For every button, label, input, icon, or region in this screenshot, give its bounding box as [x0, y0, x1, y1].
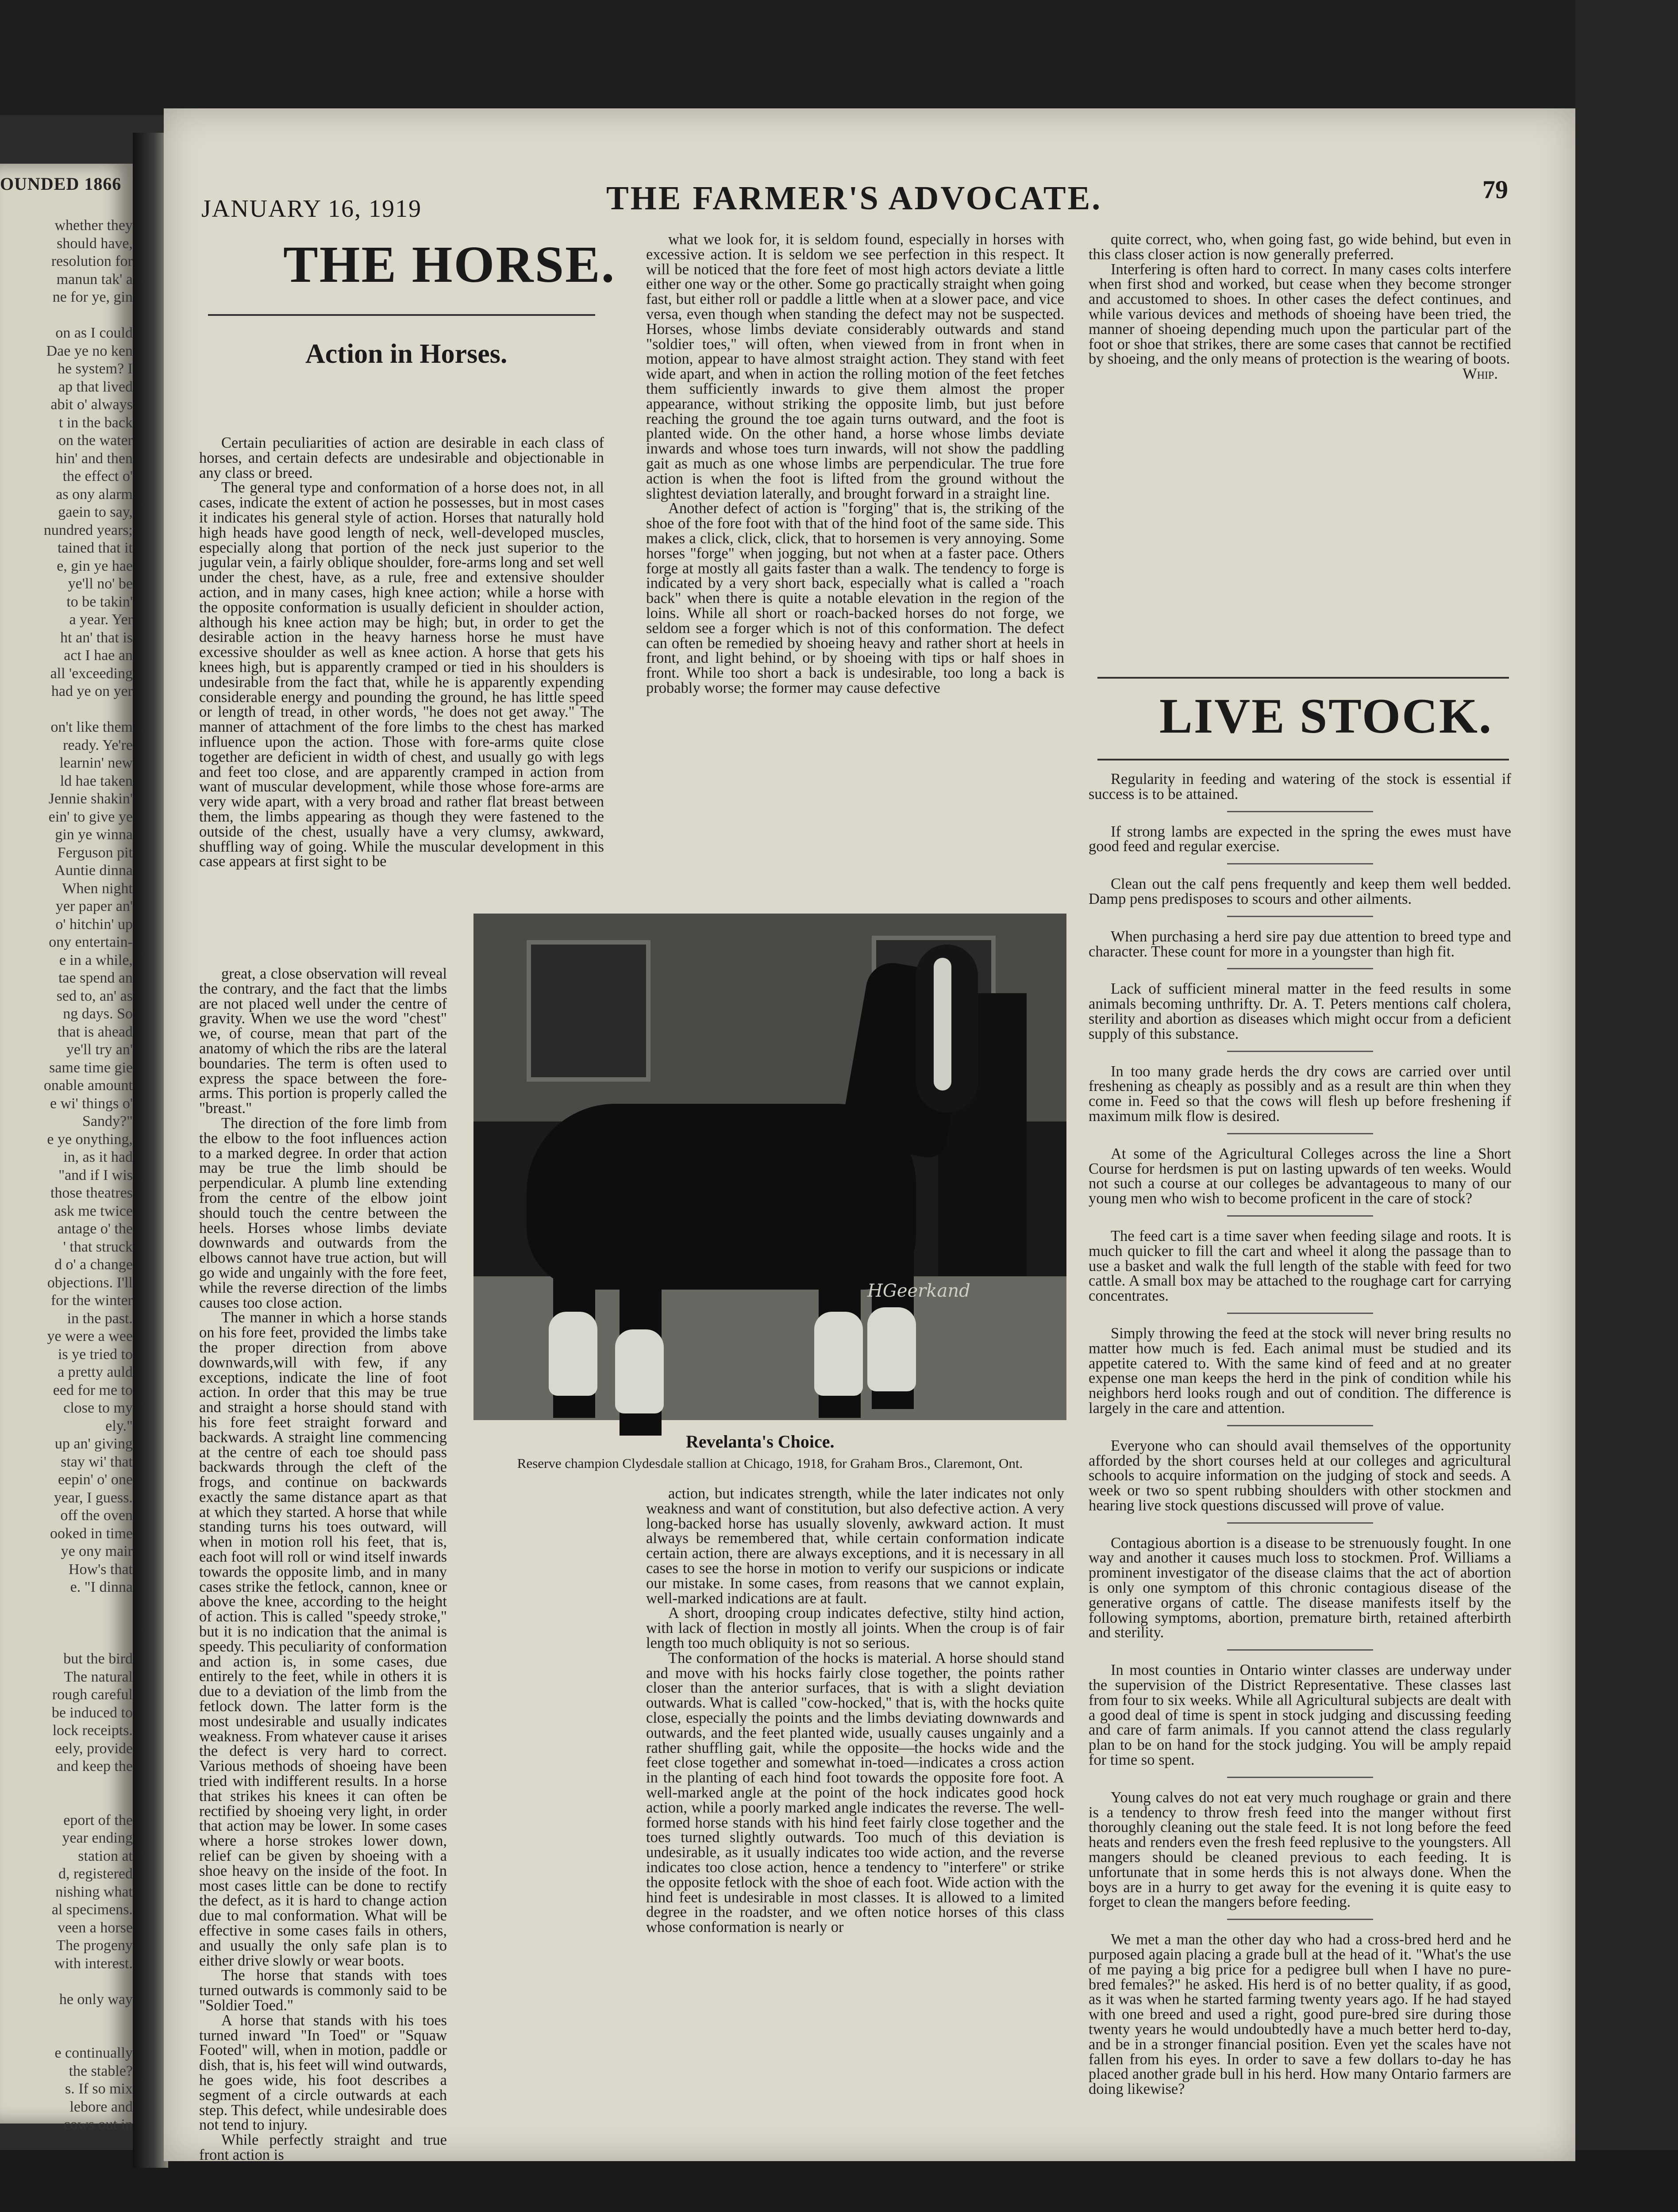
previous-page-line: in, as it had	[63, 1149, 133, 1165]
previous-page-line: off the oven	[60, 1507, 133, 1524]
previous-page-line: with interest.	[54, 1955, 133, 1972]
book-gutter	[133, 133, 168, 2168]
newspaper-page	[164, 108, 1575, 2161]
previous-page-line: ely."	[105, 1417, 133, 1434]
paragraph: While perfectly straight and true front action is	[199, 2131, 447, 2163]
previous-page-line: and keep the	[57, 1758, 133, 1774]
item-separator	[1227, 1649, 1373, 1651]
previous-page-line: ein' to give ye	[48, 808, 133, 825]
previous-page-line: on the water	[58, 432, 133, 449]
paragraph: Clean out the calf pens frequently and keep them well bedded. Damp pens predisposes to scours and other ailments.	[1089, 876, 1511, 907]
article-column-2-lower	[646, 1486, 1064, 1935]
previous-page-line: stay wi' that	[61, 1453, 133, 1470]
previous-page-line: ne for ye, gin	[52, 289, 133, 305]
previous-page-line: al specimens.	[51, 1901, 133, 1918]
previous-page-line: as ony alarm	[56, 486, 133, 503]
previous-page-line: ask me twice	[54, 1202, 133, 1219]
previous-page-line: yer paper an'	[55, 898, 133, 914]
previous-page-line: objections. I'll	[47, 1274, 133, 1291]
previous-page-line: gin ye winna	[55, 826, 133, 843]
paragraph: The manner in which a horse stands on his fore feet, provided the limbs take the proper direction from above downwards,will with few, if any exceptions, indicate the line of foot action. In order that this may be true and straight a horse should stand with his fore feet straight forward and backwards. A straight line commencing at the centre of each toe should pass backwards through the cleft of the frogs, and continue on backwards exactly the same distance apart as that at which they started. A horse that while standing turns his toes outward, will when in motion roll his feet, that is, each foot will roll or wind itself inwards towards the opposite limb, and in many cases strike the fetlock, cannon, knee or above the knee, according to the height of action. This is called "speedy stroke," but it is no indication that the animal is speedy. This peculiarity of conformation and action is, in some cases, due entirely to the feet, while in others it is due to a deviation of the limb from the fetlock down. The latter form is the most undesirable and usually indicates weakness. From whatever cause it arises the defect is very hard to correct. Various methods of shoeing have been tried with indifferent results. In a horse that strikes his knees it can often be rectified by shoeing very light, in order that action may be lower. In some cases where a horse strokes lower down, relief can be given by shoeing with a shoe heavy on the inside of the foot. In most cases little can be done to rectify the defect, as it is hard to change action due to mal conformation. What will be effective in some cases fails in others, and usually the only safe plan is to either drive slowly or wear boots.	[199, 1309, 447, 1969]
previous-page-line: lebore and	[69, 2098, 133, 2115]
page-number: 79	[1482, 175, 1508, 204]
previous-page-line: The natural	[64, 1668, 133, 1685]
paragraph: If strong lambs are expected in the spring the ewes must have good feed and regular exercise.	[1089, 823, 1511, 855]
previous-page-line: had ye on yer	[51, 683, 133, 699]
previous-page-line: Dae ye no ken	[46, 342, 133, 359]
section-title-livestock: LIVE STOCK.	[1159, 689, 1493, 744]
previous-page-line: all 'exceeding	[50, 665, 133, 682]
previous-page-line	[0, 1973, 133, 1991]
previous-page-line: up an' giving	[54, 1436, 133, 1452]
paragraph: Simply throwing the feed at the stock will never bring results no matter how much is fed. Each animal must be studied and its appetite catered to. With the same kind of feed and at no greater expense one man keeps the herd in the pink of condition while his neighbors herd looks rough and out of condition. The difference is largely in the care and attention.	[1089, 1325, 1511, 1417]
paragraph: A horse that stands with his toes turned inward "In Toed" or "Squaw Footed" will, when in motion, paddle or dish, that is, his feet will wind outwards, he goes wide, his foot describes a segment of a circle outwards at each step. This defect, while undesirable does not tend to injury.	[199, 2012, 447, 2134]
paragraph: The feed cart is a time saver when feeding silage and roots. It is much quicker to fill the cart and wheel it along the passage than to use a basket and walk the full length of the stable with feed for two cattle. A small box may be attached to the roughage cart for carrying concentrates.	[1089, 1227, 1511, 1305]
previous-page-line: ye were a wee	[47, 1328, 133, 1344]
previous-page-line: s. If so mix	[65, 2081, 133, 2097]
article-title: Action in Horses.	[305, 339, 508, 369]
paragraph: At some of the Agricultural Colleges across the line a Short Course for herdsmen is put on lasting upwards of ten weeks. Would not such a course at our colleges be advantageous to many of our young men who wish to become proficent in the care of stock?	[1089, 1145, 1511, 1207]
paragraph: When purchasing a herd sire pay due attention to breed type and character. These count for more in a youngster than high fit.	[1089, 928, 1511, 960]
paragraph: Certain peculiarities of action are desirable in each class of horses, and certain defects are undesirable and objectionable in any class or breed.	[199, 434, 604, 481]
paragraph: In most counties in Ontario winter classes are underway under the supervision of the District Representative. These classes last from four to six weeks. While all Agricultural subjects are dealt with a good deal of time is spent in stock judging and discussing feeding and care of farm animals. If you cannot attend the class regularly plan to be on hand for the stock judging. You will be amply repaid for time so spent.	[1089, 1662, 1511, 1769]
previous-page-line: ye'll no' be	[68, 576, 133, 592]
paragraph: Young calves do not eat very much roughage or grain and there is a tendency to throw fresh feed into the manger without first thoroughly cleaning out the stale feed. It is not long before the feed heats and renders even the fresh feed replusive to the youngsters. All mangers should be cleaned previous to each feeding. It is unfortunate that in some herds this is not always done. When the boys are in a hurry to get away for the evening it is quite easy to forget to clean the mangers before feeding.	[1089, 1789, 1511, 1911]
previous-page-line: antage o' the	[57, 1221, 133, 1237]
item-separator	[1227, 1051, 1373, 1052]
previous-page-line: same time gie	[49, 1059, 133, 1076]
previous-page-line	[0, 701, 133, 719]
previous-page-line: cows out in	[63, 2116, 133, 2133]
previous-page-line: abit o' always	[50, 396, 133, 413]
previous-page-line: ht an' that is	[60, 629, 133, 646]
paragraph: action, but indicates strength, while the later indicates not only weakness and want of constitution, but also defective action. A very long-backed horse has usually slovenly, awkward action. It must always be remembered that, while certain conformation indicate certain action, there are always exceptions, and it is necessary in all cases to see the horse in motion to verify our suspicions or indicate our mistake. In some cases, from reasons that we cannot explain, well-marked indications are at fault.	[646, 1485, 1064, 1607]
previous-page-line: e wi' things o'	[50, 1095, 133, 1112]
paragraph: Contagious abortion is a disease to be strenuously fought. In one way and another it causes much loss to stockmen. Prof. Williams a prominent investigator of the disease claims that the act of abortion is only one symptom of this chronic contagious disease of the generative organs of cattle. The disease manifests itself by the following symptoms, abortion, premature birth, retained afterbirth and sterility.	[1089, 1534, 1511, 1641]
previous-page-line: sed to, an' as	[56, 987, 133, 1004]
photo-caption-title: Revelanta's Choice.	[686, 1432, 835, 1452]
previous-page-line: learnin' new	[59, 755, 133, 771]
previous-page-line: ye'll try an'	[66, 1041, 133, 1058]
previous-page-line: the stable?	[69, 2062, 133, 2079]
article-column-3	[1089, 232, 1511, 382]
previous-page-line	[0, 1597, 133, 1615]
previous-page-line: ooked in time	[50, 1525, 133, 1542]
previous-page-header: OUNDED 1866	[0, 174, 122, 194]
previous-page-text	[0, 217, 133, 2134]
previous-page-line	[0, 307, 133, 325]
previous-page-line: year, I guess.	[54, 1489, 133, 1506]
previous-page-line: gaein to say,	[58, 504, 133, 520]
paragraph: great, a close observation will reveal the contrary, and the fact that the limbs are not placed well under the centre of gravity. When we use the word "chest" we, of course, mean that part of the anatomy of which the ribs are the lateral boundaries. The term is often used to express the space between the fore-arms. This portion is properly called the "breast."	[199, 965, 447, 1117]
previous-page-line	[0, 1614, 133, 1632]
horse-photograph	[473, 914, 1066, 1420]
previous-page-line: nundred years;	[43, 522, 133, 538]
paragraph: Everyone who can should avail themselves of the opportunity afforded by the short courses held at our colleges and agricultural schools to acquire information on the judging of stock and seeds. A week or two so spent rubbing shoulders with other stockmen and hearing live stock questions discussed will prove of value.	[1089, 1437, 1511, 1514]
previous-page-line: onable amount	[43, 1077, 133, 1094]
paragraph: quite correct, who, when going fast, go wide behind, but even in this class closer action is now generally preferred.	[1089, 231, 1511, 263]
previous-page-line: ye ony mair	[61, 1543, 133, 1559]
section-rule	[1097, 677, 1509, 679]
previous-page-line: eport of the	[63, 1812, 133, 1828]
previous-page-line	[0, 1632, 133, 1651]
paragraph: The horse that stands with toes turned outwards is commonly said to be "Soldier Toed."	[199, 1967, 447, 2014]
previous-page-line: that is ahead	[58, 1023, 133, 1040]
previous-page-line: is ye tried to	[58, 1346, 133, 1363]
previous-page-line: e in a while,	[59, 952, 133, 968]
previous-page-line: rough careful	[52, 1686, 133, 1703]
previous-page-line: nishing what	[55, 1883, 133, 1900]
item-separator	[1227, 1215, 1373, 1217]
item-separator	[1227, 811, 1373, 812]
previous-page-edge	[0, 164, 133, 2133]
article-signature: Whip.	[1462, 365, 1498, 383]
photo-artist-signature: HGeerkand	[867, 1281, 970, 1301]
scanner-background-right	[1575, 0, 1678, 2212]
previous-page-line: act I hae an	[64, 647, 133, 664]
previous-page-line: The progeny	[56, 1937, 133, 1954]
article-column-1-lower	[199, 967, 447, 2163]
previous-page-line: manun tak' a	[56, 271, 133, 288]
previous-page-line: e continually	[54, 2045, 133, 2061]
paragraph: Lack of sufficient mineral matter in the feed results in some animals becoming unthrifty. Dr. A. T. Peters mentions calf cholera, sterility and abortion as diseases which might occur from a deficient supply of this substance.	[1089, 980, 1511, 1042]
previous-page-line: e, gin ye hae	[57, 557, 133, 574]
previous-page-line: a pretty auld	[58, 1364, 133, 1380]
previous-page-line	[0, 1793, 133, 1812]
item-separator	[1227, 1425, 1373, 1426]
previous-page-line: resolution for	[51, 253, 133, 269]
article-column-1	[199, 436, 604, 869]
previous-page-line: o' hitchin' up	[55, 916, 133, 933]
previous-page-line: Auntie dinna	[54, 862, 133, 879]
previous-page-line: e. "I dinna	[70, 1579, 133, 1595]
previous-page-line: be induced to	[51, 1704, 133, 1721]
livestock-column	[1089, 772, 1511, 2106]
previous-page-line: Sandy?"	[82, 1113, 133, 1129]
publication-title: THE FARMER'S ADVOCATE.	[606, 180, 1102, 217]
paragraph: Regularity in feeding and watering of the stock is essential if success is to be attained.	[1089, 771, 1511, 803]
scanner-background-top	[0, 0, 1678, 115]
previous-page-line: in the past.	[67, 1310, 133, 1327]
previous-page-line: d, registered	[58, 1866, 133, 1882]
paragraph: We met a man the other day who had a cross-bred herd and he purposed again placing a grade bull at the head of it. "What's the use of me paying a big price for a pedigree bull when I have no pure-bred females?" he asked. His herd is of no better quality, if as good, as it was when he started farming twenty years ago. If he had stayed with one breed and used a right, good pure-bred sire during those twenty years he would undoubtedly have a much better herd to-day, and be in a stronger financial position. Even yet the scales have not fallen from his eyes. In order to save a few dollars to-day he has placed another grade bull in his herd. How many Ontario farmers are doing likewise?	[1089, 1931, 1511, 2098]
previous-page-line: close to my	[63, 1400, 133, 1416]
section-rule	[1097, 759, 1509, 760]
item-separator	[1227, 1313, 1373, 1314]
previous-page-line: "and if I wis	[58, 1167, 133, 1183]
article-column-2	[646, 232, 1064, 696]
previous-page-line: ng days. So	[63, 1006, 133, 1022]
previous-page-line: eepin' o' one	[58, 1471, 133, 1488]
item-separator	[1227, 968, 1373, 969]
section-title-horse: THE HORSE.	[283, 235, 616, 293]
previous-page-line: the effect o'	[62, 468, 133, 484]
item-separator	[1227, 863, 1373, 864]
previous-page-line: e ye onything,	[47, 1131, 133, 1148]
previous-page-line	[0, 1776, 133, 1794]
previous-page-line: he only way	[59, 1991, 133, 2008]
previous-page-line	[0, 2027, 133, 2045]
paragraph: Interfering is often hard to correct. In many cases colts interfere when first shod and worked, but cease when they become stronger and accustomed to shoes. In other cases the defect continues, and while various devices and methods of shoeing have been tried, the manner of shoeing depending much upon the particular part of the foot or shoe that strikes, there are some cases that cannot be rectified by shoeing, and the only means of protection is the wearing of boots.	[1089, 261, 1511, 368]
item-separator	[1227, 916, 1373, 917]
previous-page-line: Ferguson pit	[57, 844, 133, 861]
previous-page-line: veen a horse	[58, 1919, 133, 1936]
previous-page-line: those theatres	[50, 1185, 133, 1201]
previous-page-line: t in the back	[58, 414, 133, 431]
previous-page-line: When night	[62, 880, 133, 897]
previous-page-line: on as I could	[55, 325, 133, 341]
previous-page-line: for the winter	[50, 1292, 133, 1309]
previous-page-line: he system? I	[58, 361, 133, 377]
previous-page-line: ' that struck	[63, 1238, 133, 1255]
previous-page-line: eed for me to	[53, 1382, 133, 1398]
item-separator	[1227, 1522, 1373, 1524]
previous-page-line: eely, provide	[55, 1740, 133, 1757]
previous-page-line: station at	[78, 1847, 133, 1864]
previous-page-line: but the bird	[63, 1651, 133, 1667]
paragraph: The general type and conformation of a horse does not, in all cases, indicate the extent of action he possesses, but in most cases it indicates his general style of action. Horses that naturally hold high heads have good length of neck, well-developed muscles, especially along that portion of the neck just superior to the jugular vein, a fairly oblique shoulder, fore-arms long and set well under the chest, have, as a rule, free and extensive shoulder action, and in many cases, high knee action; while a horse with the opposite conformation is usually deficient in shoulder action, although his knee action may be high; but, in order to get the desirable action in the heavy harness horse he must have excessive shoulder as well as knee action. A horse that gets his knees high, but is apparently cramped or tied in his shoulders is undesirable from the fact that, while he is apparently expending considerable energy and pounding the ground, he has little speed or length of tread, in other words, "he does not get away." The manner of attachment of the fore limbs to the chest has marked influence upon the action. Those with fore-arms quite close together are deficient in width of chest, and usually go with legs and feet too close, and are apparently cramped in action from want of muscular development, while those whose fore-arms are very wide apart, with a very broad and rather flat breast between them, the limbs appearing as though they were fastened to the outside of the chest, usually have a very clumsy, awkward, shuffling way of going. While the muscular development in this case appears at first sight to be	[199, 479, 604, 870]
paragraph: A short, drooping croup indicates defective, stilty hind action, with lack of flection in mostly all joints. When the croup is of fair length too much obliquity is not so serious.	[646, 1605, 1064, 1651]
previous-page-line: tae spend an	[58, 970, 133, 986]
item-separator	[1227, 1777, 1373, 1778]
previous-page-line	[0, 2008, 133, 2027]
previous-page-line: to be takin'	[66, 593, 133, 610]
paragraph: In too many grade herds the dry cows are carried over until freshening as cheaply as possibly and as a result are thin when they come in. Feed so that the cows will flesh up before freshening if maximum milk flow is desired.	[1089, 1063, 1511, 1125]
paragraph: what we look for, it is seldom found, especially in horses with excessive action. It is seldom we see perfection in this respect. It will be noticed that the fore feet of most high actors deviate a little either one way or the other. Some go practically straight when going fast, but either roll or paddle a little when at a slower pace, and vice versa, even though when standing the defect may not be suspected. Horses, whose limbs deviate considerably outwards and stand "soldier toes," will often, when viewed from in front when in motion, appear to have almost straight action. They stand with feet wide apart, and when in action the rolling motion of the feet fetches them sufficiently inwards to give them almost the proper appearance, without striking the opposite limb, but just before reaching the ground the toe again turns outward, and the foot is planted wide. On the other hand, a horse whose limbs deviate inwards and whose toes turn inwards, will not show the paddling gait as much as one whose limbs are perpendicular. The true fore action is when the foot is lifted from the ground without the slightest deviation laterally, and brought forward in a straight line.	[646, 231, 1064, 502]
previous-page-line: should have,	[57, 235, 133, 252]
previous-page-line: ready. Ye're	[63, 737, 133, 753]
item-separator	[1227, 1919, 1373, 1920]
previous-page-line: How's that	[69, 1561, 133, 1578]
previous-page-line: on't like them	[50, 719, 133, 735]
previous-page-line: hin' and then	[55, 450, 133, 467]
paragraph: The direction of the fore limb from the elbow to the foot influences action to a marked degree. In order that action may be true the limb should be perpendicular. A plumb line extending from the centre of the elbow joint should touch the centre between the heels. Horses whose limbs deviate downwards and outwards from the elbows cannot have true action, but will go wide and ungainly with the fore feet, while the reverse direction of the limbs causes too close action.	[199, 1114, 447, 1311]
previous-page-line: a year. Yer	[69, 611, 133, 628]
issue-date: JANUARY 16, 1919	[201, 195, 422, 223]
previous-page-line: tained that it	[58, 540, 133, 556]
previous-page-line: lock receipts.	[52, 1722, 133, 1739]
paragraph: The conformation of the hocks is material. A horse should stand and move with his hocks fairly close together, the points rather closer than the anterior surfaces, that is with a slight deviation outwards. What is called "cow-hocked," that is, with the hocks quite close, especially the points and the limbs deviating downwards and outwards, and the feet planted wide, usually causes ungainly and a rather shuffling gait, while the opposite—the hocks wide and the feet close together and somewhat in-toed—indicates a cross action in the planting of each hind foot towards the opposite fore foot. A well-marked angle at the point of the hock indicates good hock action, while a poorly marked angle indicates the reverse. The well-formed horse stands with his hind feet fairly close together and the toes turned slightly outwards. Too much of this deviation is undesirable, as it usually indicates too wide action, and the reverse indicates too close action, hence a tendency to "interfere" or strike the opposite fetlock with the shoe of each foot. Wide action with the hind feet is undesirable in most classes. It is allowed to a limited degree in the roadster, and we often notice horses of this class whose conformation is nearly or	[646, 1649, 1064, 1936]
previous-page-line: Jennie shakin'	[48, 791, 133, 807]
previous-page-line: ld hae taken	[60, 772, 133, 789]
photo-caption: Reserve champion Clydesdale stallion at Chicago, 1918, for Graham Bros., Claremont, Ont.	[517, 1455, 1023, 1471]
item-separator	[1227, 1133, 1373, 1134]
previous-page-line: year ending	[62, 1830, 133, 1846]
previous-page-line: d o' a change	[54, 1256, 133, 1273]
section-rule	[208, 314, 595, 316]
previous-page-line: ony entertain-	[49, 934, 133, 950]
paragraph: Another defect of action is "forging" that is, the striking of the shoe of the fore foot with that of the hind foot of the same side. This makes a click, click, click, that to horsemen is very annoying. Some horses "forge" when jogging, but not when at a faster pace. Others forge at mostly all gaits faster than a walk. The tendency to forge is indicated by a very short back, especially what is called a "roach back" when there is quite a notable elevation in the region of the loins. While all short or roach-backed horses do not forge, we seldom see a forger which is not of this conformation. The defect can often be remedied by shoeing heavy and rather short at heels in front, and light behind, or by shoeing with tips or half shoes in front. While too short a back is undesirable, too long a back is probably worse; the former may cause defective	[646, 500, 1064, 696]
previous-page-line: ap that lived	[58, 378, 133, 395]
previous-page-line: whether they	[54, 217, 133, 234]
